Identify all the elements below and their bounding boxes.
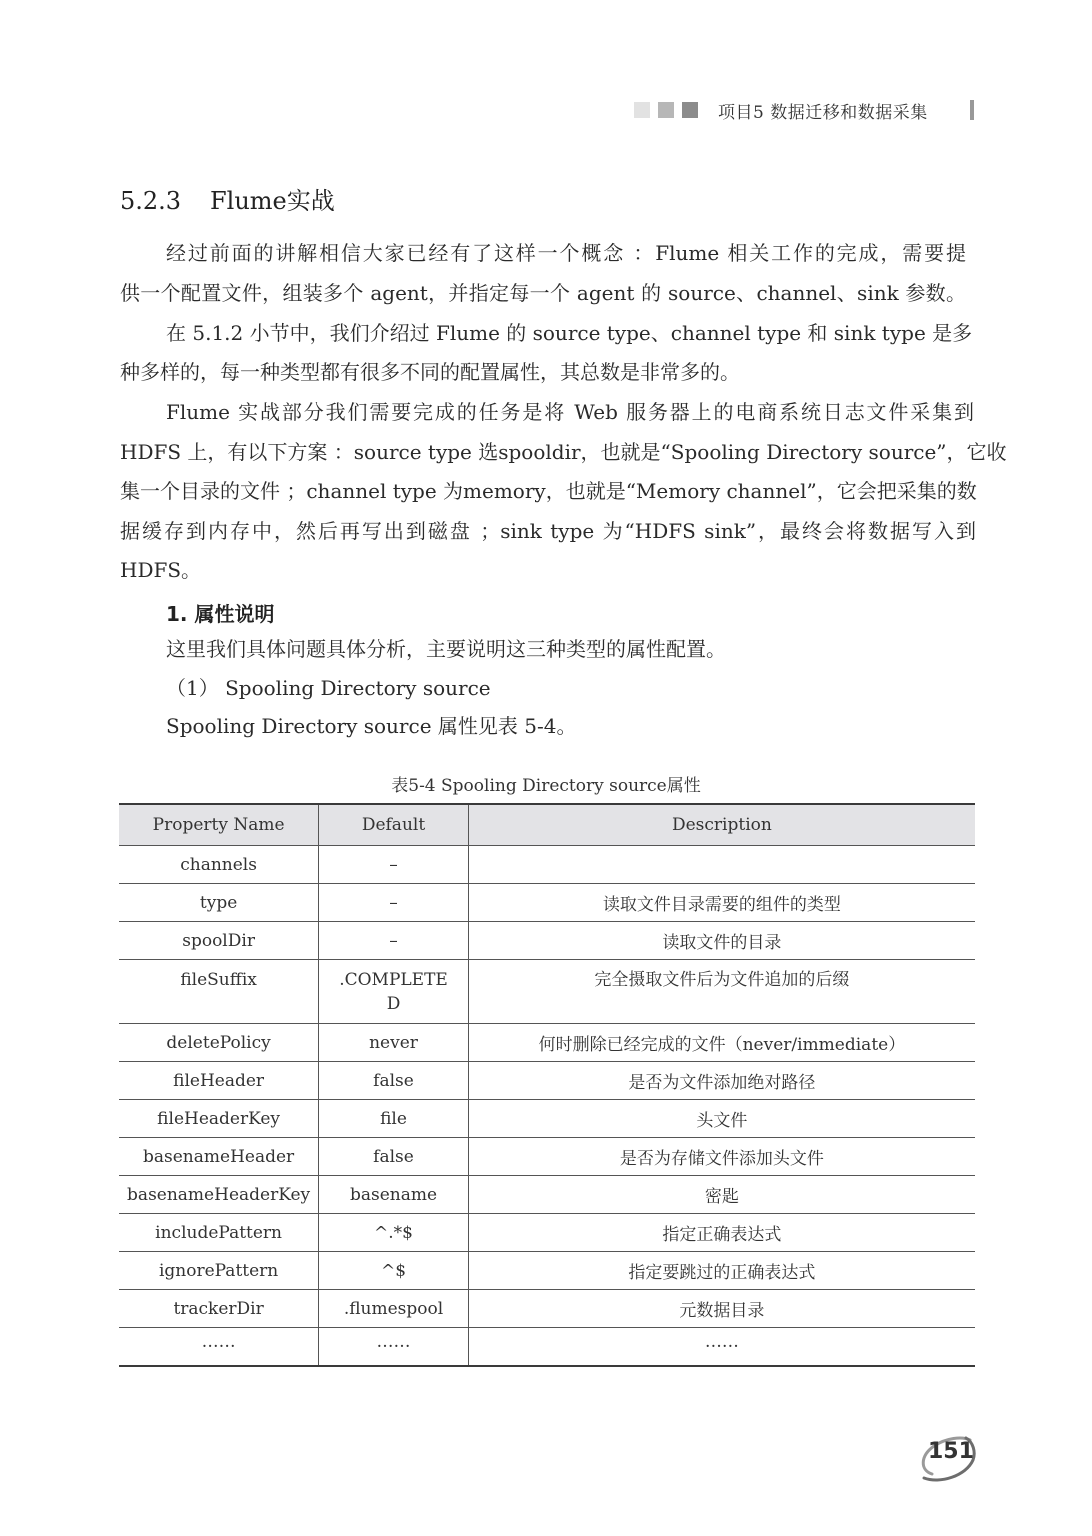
property-name: basenameHeaderKey xyxy=(119,1176,319,1214)
property-name: channels xyxy=(119,846,319,884)
property-name: trackerDir xyxy=(119,1290,319,1328)
description xyxy=(468,846,975,884)
page-number-badge xyxy=(918,1434,976,1482)
description: 是否为存储文件添加头文件 xyxy=(468,1138,975,1176)
default-value: – xyxy=(319,922,469,960)
default-value: – xyxy=(319,884,469,922)
description: 读取文件目录需要的组件的类型 xyxy=(468,884,975,922)
property-name: deletePolicy xyxy=(119,1024,319,1062)
chapter-title: 项目5 数据迁移和数据采集 xyxy=(718,103,928,123)
property-name: type xyxy=(119,884,319,922)
property-name: basenameHeader xyxy=(119,1138,319,1176)
paragraph-line: 这里我们具体问题具体分析，主要说明这三种类型的属性配置。 xyxy=(166,637,726,661)
paragraph-line: Flume 实战部分我们需要完成的任务是将 Web 服务器上的电商系统日志文件采集到 xyxy=(166,400,974,424)
table-row xyxy=(119,1138,975,1176)
table-row xyxy=(119,846,975,884)
paragraph-line: 供一个配置文件，组装多个 agent，并指定每一个 agent 的 source、channel、sink 参数。 xyxy=(120,281,966,305)
default-value: never xyxy=(319,1024,469,1062)
default-value: …… xyxy=(319,1328,469,1367)
paragraph-line: HDFS 上，有以下方案 ：source type 选spooldir，也就是“Spooling Directory source”，它收 xyxy=(120,440,1007,464)
description: 是否为文件添加绝对路径 xyxy=(468,1062,975,1100)
table-row xyxy=(119,1252,975,1290)
paragraph-line: Spooling Directory source 属性见表 5-4。 xyxy=(166,714,577,738)
table-row xyxy=(119,1176,975,1214)
subheading: 1. 属性说明 xyxy=(166,602,275,626)
table-row xyxy=(119,884,975,922)
default-value: – xyxy=(319,846,469,884)
page-number: 151 xyxy=(928,1439,974,1464)
description: 密匙 xyxy=(468,1176,975,1214)
property-name: …… xyxy=(119,1328,319,1367)
description: 指定正确表达式 xyxy=(468,1214,975,1252)
default-value: file xyxy=(319,1100,469,1138)
default-value: basename xyxy=(319,1176,469,1214)
column-header: Description xyxy=(468,804,975,846)
properties-table xyxy=(119,803,975,1367)
description: 元数据目录 xyxy=(468,1290,975,1328)
section-title: Flume实战 xyxy=(210,187,335,215)
property-name: spoolDir xyxy=(119,922,319,960)
property-name: fileSuffix xyxy=(119,960,319,1024)
table-row xyxy=(119,1328,975,1367)
description: 读取文件的目录 xyxy=(468,922,975,960)
item-heading: （1） Spooling Directory source xyxy=(166,676,491,700)
description: 完全摄取文件后为文件追加的后缀 xyxy=(468,960,975,1024)
property-name: fileHeader xyxy=(119,1062,319,1100)
default-value: false xyxy=(319,1062,469,1100)
paragraph-line: 据缓存到内存中，然后再写出到磁盘 ；sink type 为“HDFS sink”，最终会将数据写入到 xyxy=(120,519,976,543)
header-square-dark xyxy=(682,102,698,118)
section-heading xyxy=(120,181,335,216)
column-header: Default xyxy=(319,804,469,846)
table-row xyxy=(119,960,975,1024)
header-bar xyxy=(970,100,974,120)
column-header: Property Name xyxy=(119,804,319,846)
table-row xyxy=(119,1100,975,1138)
property-name: fileHeaderKey xyxy=(119,1100,319,1138)
paragraph-line: HDFS。 xyxy=(120,558,202,582)
table-row xyxy=(119,1024,975,1062)
property-name: ignorePattern xyxy=(119,1252,319,1290)
table-row xyxy=(119,1290,975,1328)
description: 何时删除已经完成的文件（never/immediate） xyxy=(468,1024,975,1062)
paragraph-line: 集一个目录的文件 ；channel type 为memory，也就是“Memory channel”，它会把采集的数 xyxy=(120,479,977,503)
running-header xyxy=(0,96,1092,128)
description: 头文件 xyxy=(468,1100,975,1138)
description: …… xyxy=(468,1328,975,1367)
default-value: ^$ xyxy=(319,1252,469,1290)
paragraph-line: 种多样的，每一种类型都有很多不同的配置属性，其总数是非常多的。 xyxy=(120,360,740,384)
table-row xyxy=(119,1214,975,1252)
table-row xyxy=(119,922,975,960)
paragraph-line: 经过前面的讲解相信大家已经有了这样一个概念 ：Flume 相关工作的完成，需要提 xyxy=(166,241,966,265)
default-value: false xyxy=(319,1138,469,1176)
property-name: includePattern xyxy=(119,1214,319,1252)
header-square-light xyxy=(634,102,650,118)
section-number: 5.2.3 xyxy=(120,187,182,215)
default-value: .flumespool xyxy=(319,1290,469,1328)
default-value: .COMPLETE D xyxy=(319,960,469,1024)
description: 指定要跳过的正确表达式 xyxy=(468,1252,975,1290)
header-square-mid xyxy=(658,102,674,118)
paragraph-line: 在 5.1.2 小节中，我们介绍过 Flume 的 source type、channel type 和 sink type 是多 xyxy=(166,321,973,345)
table-header-row xyxy=(119,804,975,846)
table-row xyxy=(119,1062,975,1100)
default-value: ^.*$ xyxy=(319,1214,469,1252)
table-caption: 表5-4 Spooling Directory source属性 xyxy=(391,776,701,796)
